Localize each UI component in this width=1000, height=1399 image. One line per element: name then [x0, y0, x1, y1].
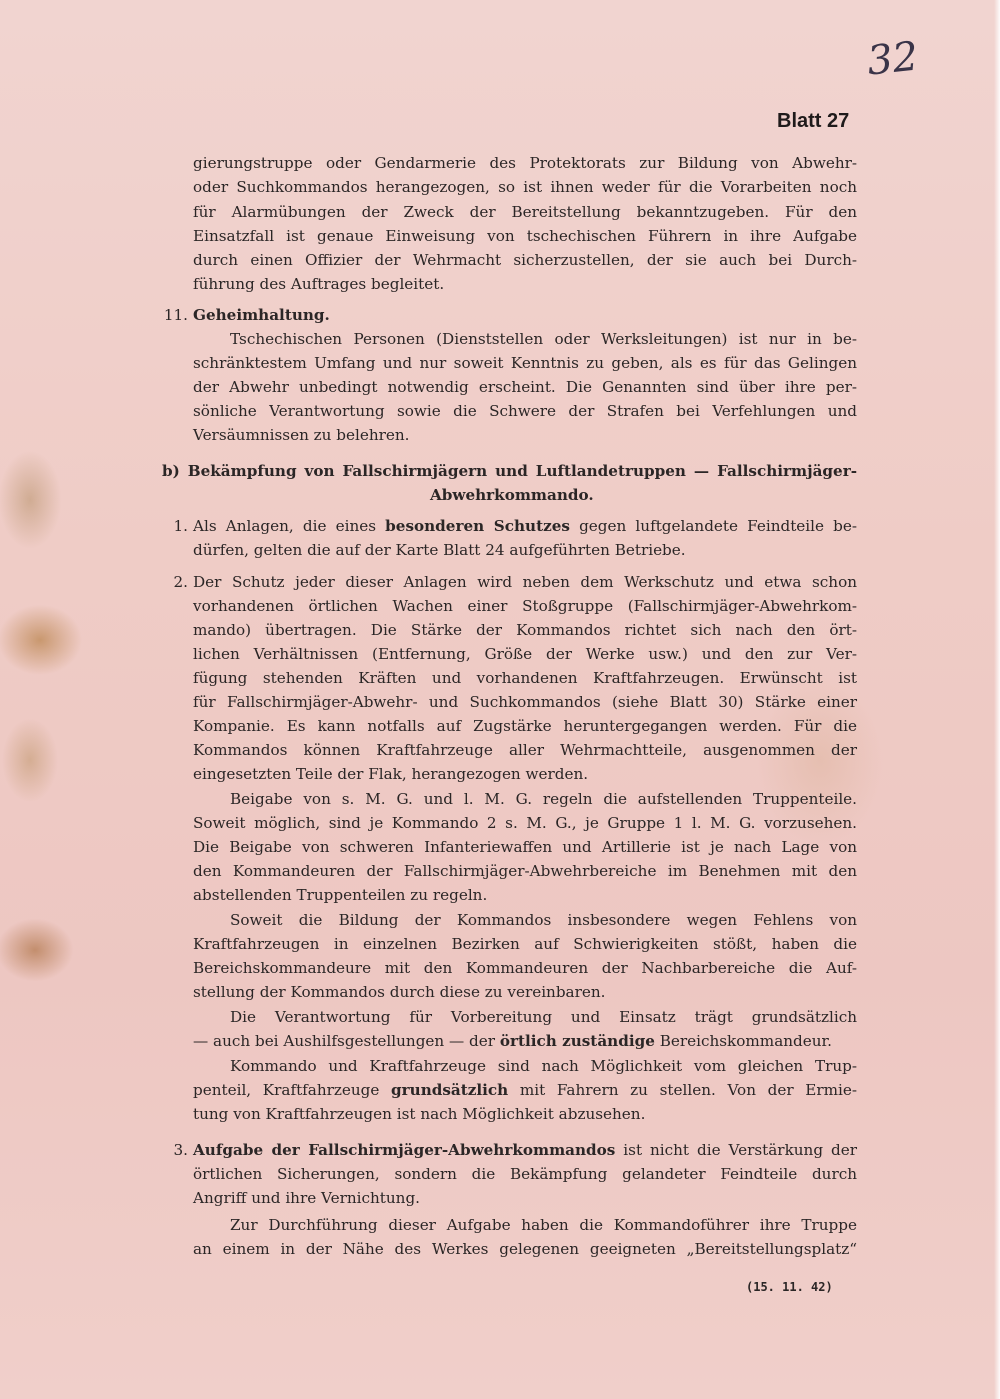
intro-line-1: gierungstruppe oder Gendarmerie des Protektorats zur Bildung von Abwehr-: [193, 154, 857, 172]
item-2-para1-line-2: vorhandenen örtlichen Wachen einer Stoßgruppe (Fallschirmjäger-Abwehrkom-: [193, 597, 857, 615]
item-2-para1-line-6: für Fallschirmjäger-Abwehr- und Suchkommandos (siehe Blatt 30) Stärke einer: [193, 693, 857, 711]
item-2-para2-line-1: Beigabe von s. M. G. und l. M. G. regeln die aufstellenden Truppenteile.: [230, 790, 857, 808]
section-b-label: b): [162, 462, 180, 480]
item-3-number: 3.: [173, 1141, 188, 1159]
item-3-para2-line-2: an einem in der Nähe des Werkes gelegenen geeigneten „Bereitstellungsplatz“: [193, 1240, 857, 1258]
intro-line-3: für Alarmübungen der Zweck der Bereitstellung bekanntzugeben. Für den: [193, 203, 857, 221]
item-2-para1-line-9: eingesetzten Teile der Flak, herangezogen werden.: [193, 765, 589, 783]
item-2-para1-line-8: Kommandos können Kraftfahrzeuge aller Wehrmachtteile, ausgenommen der: [193, 741, 857, 759]
item-2-para1-line-7: Kompanie. Es kann notfalls auf Zugstärke heruntergegangen werden. Für die: [193, 717, 857, 735]
item-2-para5-text-b: mit Fahrern zu stellen. Von der Ermie-: [508, 1081, 857, 1099]
section-11-line-3: der Abwehr unbedingt notwendig erscheint. Die Genannten sind über ihre per-: [193, 378, 857, 396]
item-2-para4-text-a: — auch bei Aushilfsgestellungen — der: [193, 1032, 500, 1050]
section-b-heading-line-2: Abwehrkommando.: [430, 486, 594, 504]
item-3-para2-line-1: Zur Durchführung dieser Aufgabe haben die Kommandoführer ihre Truppe: [230, 1216, 857, 1234]
section-11-title: Geheimhaltung.: [193, 306, 330, 324]
item-2-para4-bold-text: örtlich zuständige: [499, 1032, 655, 1050]
item-2-para1-line-4: lichen Verhältnissen (Entfernung, Größe der Werke usw.) und den zur Ver-: [193, 645, 857, 663]
item-1-text-b: gegen luftgelandete Feindteile be-: [569, 517, 857, 535]
item-2-para5-line-2: [193, 1078, 857, 1102]
intro-line-6: führung des Auftrages begleitet.: [193, 275, 445, 293]
item-2-para5-text-a: penteil, Kraftfahrzeuge: [193, 1081, 392, 1099]
item-3-text-b: ist nicht die Verstärkung der: [615, 1141, 857, 1159]
item-3-line-1: [193, 1138, 857, 1162]
item-1-number: 1.: [173, 517, 188, 535]
item-2-para1-line-3: mando) übertragen. Die Stärke der Kommandos richtet sich nach den ört-: [193, 621, 857, 639]
section-b-heading-line-1: Bekämpfung von Fallschirmjägern und Luftlandetruppen — Fallschirmjäger-: [187, 462, 858, 480]
item-2-number: 2.: [173, 573, 188, 591]
item-1-line-2: dürfen, gelten die auf der Karte Blatt 24 aufgeführten Betriebe.: [193, 541, 686, 559]
item-2-para5-bold-text: grundsätzlich: [391, 1081, 509, 1099]
item-2-para4-text-b: Bereichskommandeur.: [654, 1032, 832, 1050]
item-2-para5-line-3: tung von Kraftfahrzeugen ist nach Möglichkeit abzusehen.: [193, 1105, 646, 1123]
item-2-para4-line-1: Die Verantwortung für Vorbereitung und Einsatz trägt grundsätzlich: [230, 1008, 857, 1026]
section-b-heading: [162, 459, 857, 483]
item-3-line-2: örtlichen Sicherungen, sondern die Bekämpfung gelandeter Feindteile durch: [193, 1165, 857, 1183]
item-3-line-3: Angriff und ihre Vernichtung.: [193, 1189, 420, 1207]
item-2-para5-line-1: Kommando und Kraftfahrzeuge sind nach Möglichkeit vom gleichen Trup-: [230, 1057, 857, 1075]
item-3-bold-text: Aufgabe der Fallschirmjäger-Abwehrkommandos: [193, 1141, 616, 1159]
item-2-para3-line-4: stellung der Kommandos durch diese zu vereinbaren.: [193, 983, 606, 1001]
item-2-para2-line-4: den Kommandeuren der Fallschirmjäger-Abwehrbereiche im Benehmen mit den: [193, 862, 857, 880]
section-11-line-4: sönliche Verantwortung sowie die Schwere der Strafen bei Verfehlungen und: [193, 402, 857, 420]
handwritten-folio-number: 32: [864, 33, 921, 85]
item-2-para3-line-1: Soweit die Bildung der Kommandos insbesondere wegen Fehlens von: [230, 911, 857, 929]
sheet-label: Blatt 27: [777, 110, 850, 132]
item-2-para1-line-5: fügung stehenden Kräften und vorhandenen Kraftfahrzeugen. Erwünscht ist: [193, 669, 857, 687]
section-11-line-2: schränktestem Umfang und nur soweit Kenntnis zu geben, als es für das Gelingen: [193, 354, 857, 372]
item-2-para4-line-2: [193, 1029, 857, 1053]
item-1-text-a: Als Anlagen, die eines: [193, 517, 386, 535]
item-2-para2-line-2: Soweit möglich, sind je Kommando 2 s. M. G., je Gruppe 1 l. M. G. vorzusehen.: [193, 814, 857, 832]
intro-line-4: Einsatzfall ist genaue Einweisung von tschechischen Führern in ihre Aufgabe: [193, 227, 857, 245]
section-11-line-1: Tschechischen Personen (Dienststellen oder Werksleitungen) ist nur in be-: [230, 330, 857, 348]
item-2-para3-line-2: Kraftfahrzeugen in einzelnen Bezirken auf Schwierigkeiten stößt, haben die: [193, 935, 857, 953]
intro-line-2: oder Suchkommandos herangezogen, so ist ihnen weder für die Vorarbeiten noch: [193, 178, 857, 196]
item-2-para3-line-3: Bereichskommandeure mit den Kommandeuren der Nachbarbereiche die Auf-: [193, 959, 857, 977]
item-1-bold-text: besonderen Schutzes: [385, 517, 570, 535]
item-1-line-1: [193, 514, 857, 538]
section-11-number: 11.: [163, 306, 188, 324]
item-2-para1-line-1: Der Schutz jeder dieser Anlagen wird neben dem Werkschutz und etwa schon: [193, 573, 857, 591]
footer-date: (15. 11. 42): [746, 1280, 833, 1294]
item-2-para2-line-3: Die Beigabe von schweren Infanteriewaffen und Artillerie ist je nach Lage von: [193, 838, 857, 856]
item-2-para2-line-5: abstellenden Truppenteilen zu regeln.: [193, 886, 488, 904]
section-11-line-5: Versäumnissen zu belehren.: [193, 426, 410, 444]
intro-line-5: durch einen Offizier der Wehrmacht sicherzustellen, der sie auch bei Durch-: [193, 251, 857, 269]
